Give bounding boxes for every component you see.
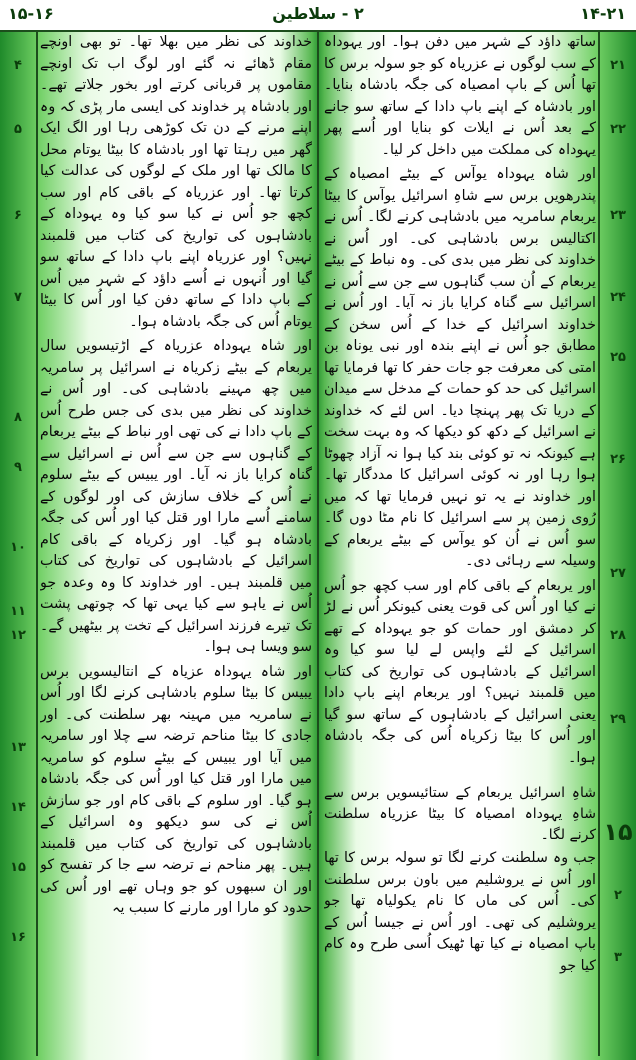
header-chapter-range-left: ۱۵-۱۶ — [8, 4, 54, 23]
verse-number: ۱۶ — [10, 930, 26, 945]
verse-number: ۶ — [14, 208, 22, 223]
text-paragraph: اور شاہ یہوداہ عزیاہ کے انتالیسویں برس یبیس کا بیٹا سلوم بادشاہی کرنے لگا اور اُس نے سامریہ میں مہینہ بھر سلطنت کی۔ اور جادی کا بیٹا مناحم ترضہ سے چلا اور سامریہ میں آیا اور یبیس کے بیٹے سلوم کو سامریہ میں مارا اور قتل کیا اور اُس کی جگہ بادشاہ ہو گیا۔ اور سلوم کے باقی کام اور جو سازش اُس نے کی سو دیکھو وہ اسرائیل کے بادشاہوں کی تواریخ کی کتاب میں قلمبند ہیں۔ پھر مناحم نے ترضہ سے جا کر تفسح کو اور ان سبھوں کو جو وہاں تھے اور اُس کی حدود کو مارا اور مارنے کا سبب یہ — [40, 663, 312, 916]
column-divider — [317, 32, 319, 1056]
verse-number: ۲۴ — [610, 290, 626, 305]
text-column-left — [40, 32, 312, 1056]
verse-number: ۲۵ — [610, 350, 626, 365]
text-column-right — [324, 32, 596, 1056]
text-paragraph: جب وہ سلطنت کرنے لگا تو سولہ برس کا تھا اور اُس نے یروشلیم میں باون برس سلطنت کی۔ اُس کی ماں کا نام یکولیاہ تھا جو یروشلیم کی تھی۔ اور اُس نے جیسا اُس کے باپ امصیاہ نے کیا تھا ٹھیک اُسی طرح وہ کام کیا جو — [324, 850, 596, 974]
verse-number: ۱۵ — [10, 860, 26, 875]
verse-number: ۱۲ — [10, 628, 26, 643]
text-paragraph: اور شاہ یہوداہ عزریاہ کے اڑتیسویں سال یربعام کے بیٹے زکریاہ نے اسرائیل پر سامریہ میں چھ مہینے بادشاہی کی۔ اور اُس نے خداوند کی نظر میں بدی کی جس طرح اُس کے باپ دادا نے کی تھی اور نباط کے بیٹے یربعام کے گناہوں سے جن سے اُس نے اسرائیل سے گناہ کرایا باز نہ آیا۔ اور یبیس کے بیٹے سلوم نے اُس کے خلاف سازش کی اور لوگوں کے سامنے اُسے مارا اور قتل کیا اور اُس کی جگہ بادشاہ ہو گیا۔ اور زکریاہ کے باقی کام اسرائیل کے بادشاہوں کی تواریخ کی کتاب میں قلمبند ہیں۔ اور خداوند کا وہ وعدہ جو اُس نے یاہو سے کیا یہی تھا کہ چوتھی پشت تک تیرے فرزند اسرائیل کے تخت پر بیٹھیں گے۔ سو ویسا ہی ہوا۔ — [40, 338, 312, 655]
verse-number: ۲۱ — [610, 58, 626, 73]
page-header — [0, 0, 636, 32]
verse-number: ۲۶ — [610, 452, 626, 467]
text-paragraph: ساتھ داؤد کے شہر میں دفن ہوا۔ اور یہوداہ کے سب لوگوں نے عزریاہ کو جو سولہ برس کا تھا اُس کے باپ امصیاہ کی جگہ بادشاہ بنایا۔ اور بادشاہ کے اپنے باپ دادا کے ساتھ سو جانے کے بعد اُس نے ایلات کو بنایا اور اُسے پھر یہوداہ کی مملکت میں داخل کر لیا۔ — [324, 34, 596, 158]
text-paragraph: اور یربعام کے باقی کام اور سب کچھ جو اُس نے کیا اور اُس کی قوت یعنی کیونکر اُس نے لڑ کر دمشق اور حمات کو جو یہوداہ کے تھے اسرائیل کے لئے واپس لے لیا سو کیا وہ اسرائیل کے بادشاہوں کی تواریخ کی کتاب میں قلمبند نہیں؟ اور یربعام اپنے باپ دادا یعنی اسرائیل کے بادشاہوں کے ساتھ سو گیا اور اُس کا بیٹا زکریاہ اُس کی جگہ بادشاہ ہوا۔ — [324, 577, 596, 766]
page-title: ۲ - سلاطین — [272, 4, 364, 23]
verse-number: ۲ — [614, 888, 622, 903]
chapter-number-marker: ۱۵ — [603, 818, 633, 846]
verse-number: ۳ — [614, 950, 622, 965]
verse-number: ۲۳ — [610, 208, 626, 223]
verse-number: ۱۱ — [10, 604, 26, 619]
verse-number: ۱۴ — [10, 800, 26, 815]
text-paragraph: اور شاہ یہوداہ یوآس کے بیٹے امصیاہ کے پندرھویں برس سے شاہِ اسرائیل یوآس کا بیٹا یربعام سامریہ میں بادشاہی کرنے لگا۔ اُس نے اکتالیس برس بادشاہی کی۔ اور اُس نے خداوند کی نظر میں بدی کی۔ وہ نباط کے بیٹے یربعام کے اُن سب گناہوں سے جن سے اُس نے اسرائیل سے گناہ کرایا باز نہ آیا۔ اور اُس نے خداوند اسرائیل کے خدا کے اُس سخن کے مطابق جو اُس نے اپنے بندہ اور نبی یوناہ بن امتی کی معرفت جو جات حفر کا تھا فرمایا تھا اسرائیل کی حد کو حمات کے مدخل سے میدان کے دریا تک پھر پہنچا دیا۔ اس لئے کہ خداوند نے اسرائیل کے دکھ کو دیکھا کہ وہ بہت سخت ہے کیونکہ نہ تو کوئی بند کیا ہوا نہ آزاد چھوٹا ہوا رہا اور نہ کوئی اسرائیل کا مددگار تھا۔ اور خداوند نے یہ تو نہیں فرمایا تھا کہ میں رُوی زمین پر سے اسرائیل کا نام مٹا دوں گا۔ سو اُس نے اُن کو یوآس کے بیٹے یربعام کے وسیلہ سے رہائی دی۔ — [324, 166, 596, 569]
verse-number: ۲۲ — [610, 122, 626, 137]
verse-number: ۱۰ — [10, 540, 26, 555]
verse-number: ۸ — [14, 410, 22, 425]
verse-number: ۲۹ — [610, 712, 626, 727]
verse-number: ۵ — [14, 122, 22, 137]
verse-number: ۱۳ — [10, 740, 26, 755]
header-chapter-range-right: ۱۴-۲۱ — [580, 4, 626, 23]
verse-number: ۲۷ — [610, 566, 626, 581]
chapter-opening-paragraph: شاہِ اسرائیل یربعام کے ستائیسویں برس سے شاہِ یہوداہ امصیاہ کا بیٹا عزریاہ سلطنت کرنے لگا۔ — [324, 785, 596, 843]
left-margin-rule — [36, 32, 38, 1056]
verse-number: ۹ — [14, 460, 22, 475]
verse-number: ۴ — [14, 58, 22, 73]
verse-numbers-left — [0, 32, 36, 1060]
verse-numbers-right — [600, 32, 636, 1060]
text-paragraph: خداوند کی نظر میں بھلا تھا۔ تو بھی اونچے مقام ڈھائے نہ گئے اور لوگ اب تک اونچے مقاموں پر قربانی کرتے اور بخور جلاتے تھے۔ اور بادشاہ پر خداوند کی ایسی مار پڑی کہ وہ اپنے مرنے کے دن تک کوڑھی رہا اور الگ ایک گھر میں رہتا تھا اور بادشاہ کا بیٹا یوتام محل کا مالک تھا اور ملک کے لوگوں کی عدالت کیا کرتا تھا۔ اور عزریاہ کے باقی کام اور سب کچھ جو اُس نے کیا سو کیا وہ یہوداہ کے بادشاہوں کی تواریخ کی کتاب میں قلمبند نہیں؟ اور عزریاہ اپنے باپ دادا کے ساتھ سو گیا اور اُنہوں نے اُسے داؤد کے شہر میں اُس کے باپ دادا کے ساتھ دفن کیا اور اُس کا بیٹا یوتام اُس کی جگہ بادشاہ ہوا۔ — [40, 34, 312, 330]
verse-number: ۲۸ — [610, 628, 626, 643]
verse-number: ۷ — [14, 290, 22, 305]
